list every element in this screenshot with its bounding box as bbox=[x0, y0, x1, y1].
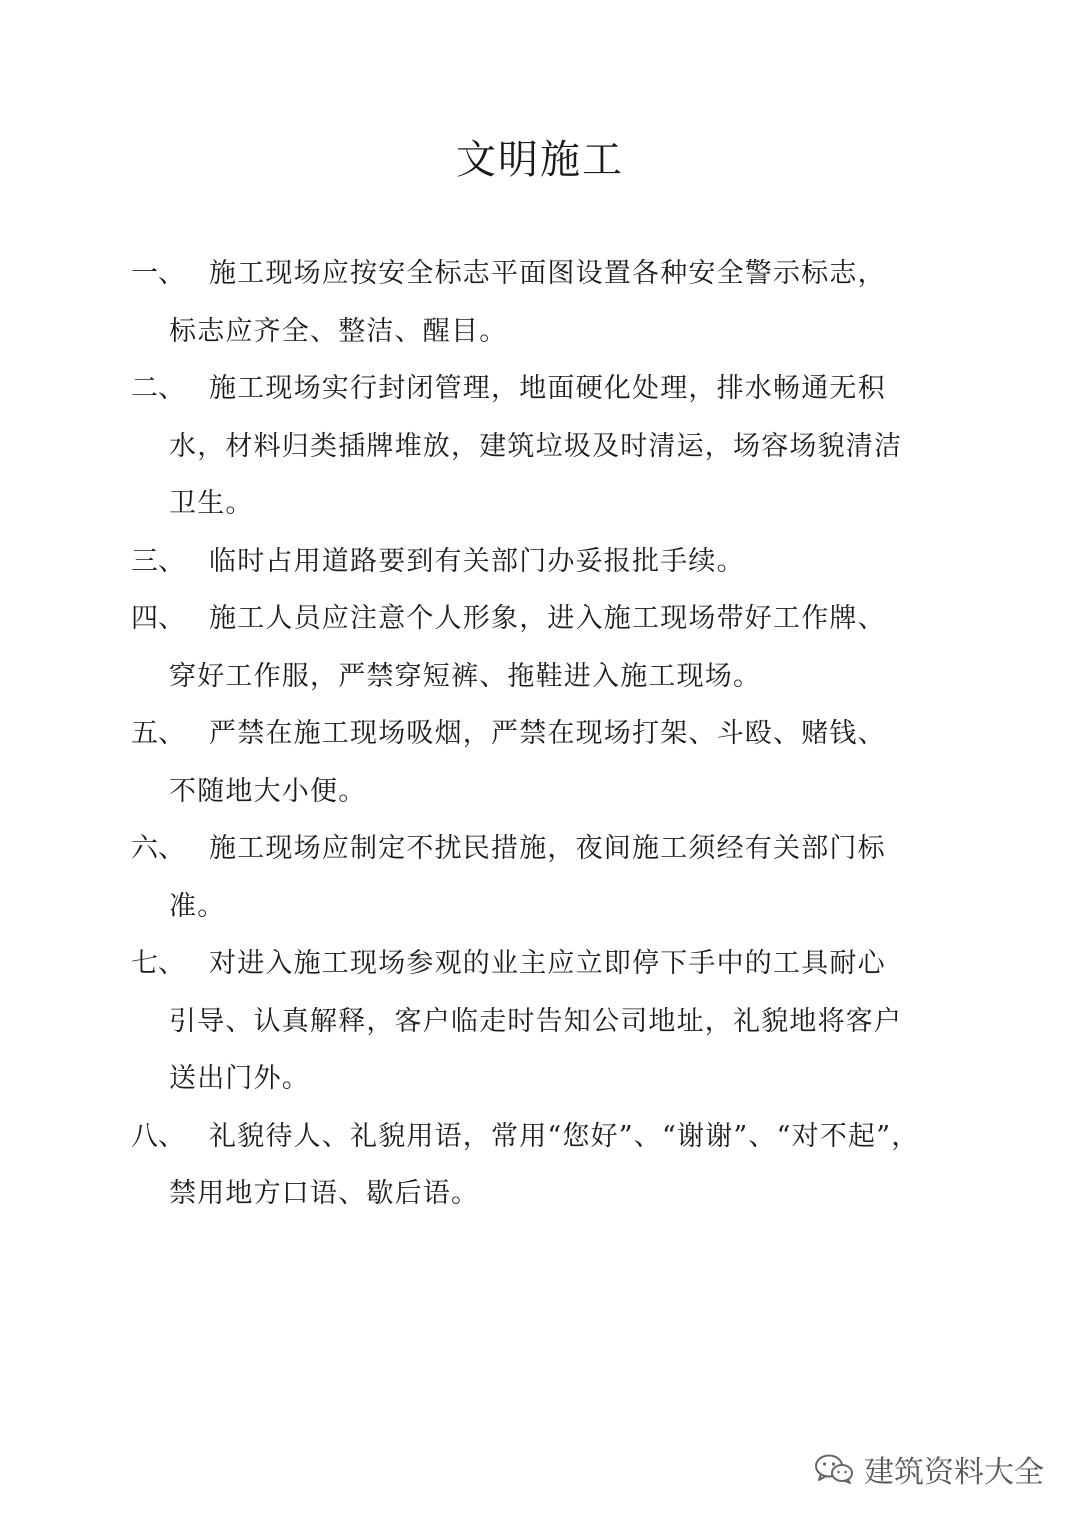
list-item bbox=[0, 820, 929, 935]
item-first-line: 施工现场应按安全标志平面图设置各种安全警示标志， bbox=[209, 258, 886, 289]
item-continuation: 水，材料归类插牌堆放，建筑垃圾及时清运，场容场貌清洁卫生。 bbox=[169, 430, 903, 519]
item-marker: 一、 bbox=[131, 258, 185, 289]
item-marker: 五、 bbox=[131, 718, 185, 749]
item-first-line: 礼貌待人、礼貌用语，常用“您好”、“谢谢”、“对不起”， bbox=[209, 1120, 920, 1152]
item-list bbox=[0, 245, 1080, 1223]
list-item bbox=[0, 360, 929, 533]
item-first-line: 严禁在施工现场吸烟，严禁在现场打架、斗殴、赌钱、 bbox=[209, 718, 886, 749]
list-item bbox=[0, 590, 929, 705]
item-continuation: 禁用地方口语、歇后语。 bbox=[169, 1178, 480, 1209]
item-marker: 三、 bbox=[131, 545, 185, 577]
item-first-line: 施工人员应注意个人形象，进入施工现场带好工作牌、 bbox=[209, 603, 886, 634]
list-item bbox=[0, 245, 929, 360]
page-title: 文明施工 bbox=[456, 137, 624, 183]
item-continuation: 穿好工作服，严禁穿短裤、拖鞋进入施工现场。 bbox=[169, 660, 762, 692]
item-marker: 七、 bbox=[131, 948, 185, 979]
wechat-icon bbox=[814, 1453, 854, 1485]
list-item bbox=[0, 1108, 929, 1223]
item-marker: 四、 bbox=[131, 603, 185, 634]
item-marker: 二、 bbox=[131, 373, 185, 404]
item-continuation: 标志应齐全、整洁、醒目。 bbox=[169, 315, 508, 347]
item-first-line: 临时占用道路要到有关部门办妥报批手续。 bbox=[209, 545, 745, 577]
item-continuation: 准。 bbox=[169, 890, 226, 922]
item-continuation: 不随地大小便。 bbox=[169, 775, 367, 807]
watermark-text: 建筑资料大全 bbox=[864, 1455, 1044, 1490]
item-marker: 六、 bbox=[131, 833, 185, 864]
list-item bbox=[0, 935, 929, 1108]
list-item bbox=[0, 533, 929, 591]
item-first-line: 施工现场应制定不扰民措施，夜间施工须经有关部门标 bbox=[209, 833, 886, 864]
item-first-line: 施工现场实行封闭管理，地面硬化处理，排水畅通无积 bbox=[209, 373, 886, 404]
list-item bbox=[0, 705, 929, 820]
watermark bbox=[814, 1447, 1044, 1491]
item-marker: 八、 bbox=[131, 1120, 185, 1152]
item-first-line: 对进入施工现场参观的业主应立即停下手中的工具耐心 bbox=[209, 948, 886, 979]
item-continuation: 引导、认真解释，客户临走时告知公司地址，礼貌地将客户送出门外。 bbox=[169, 1005, 903, 1094]
